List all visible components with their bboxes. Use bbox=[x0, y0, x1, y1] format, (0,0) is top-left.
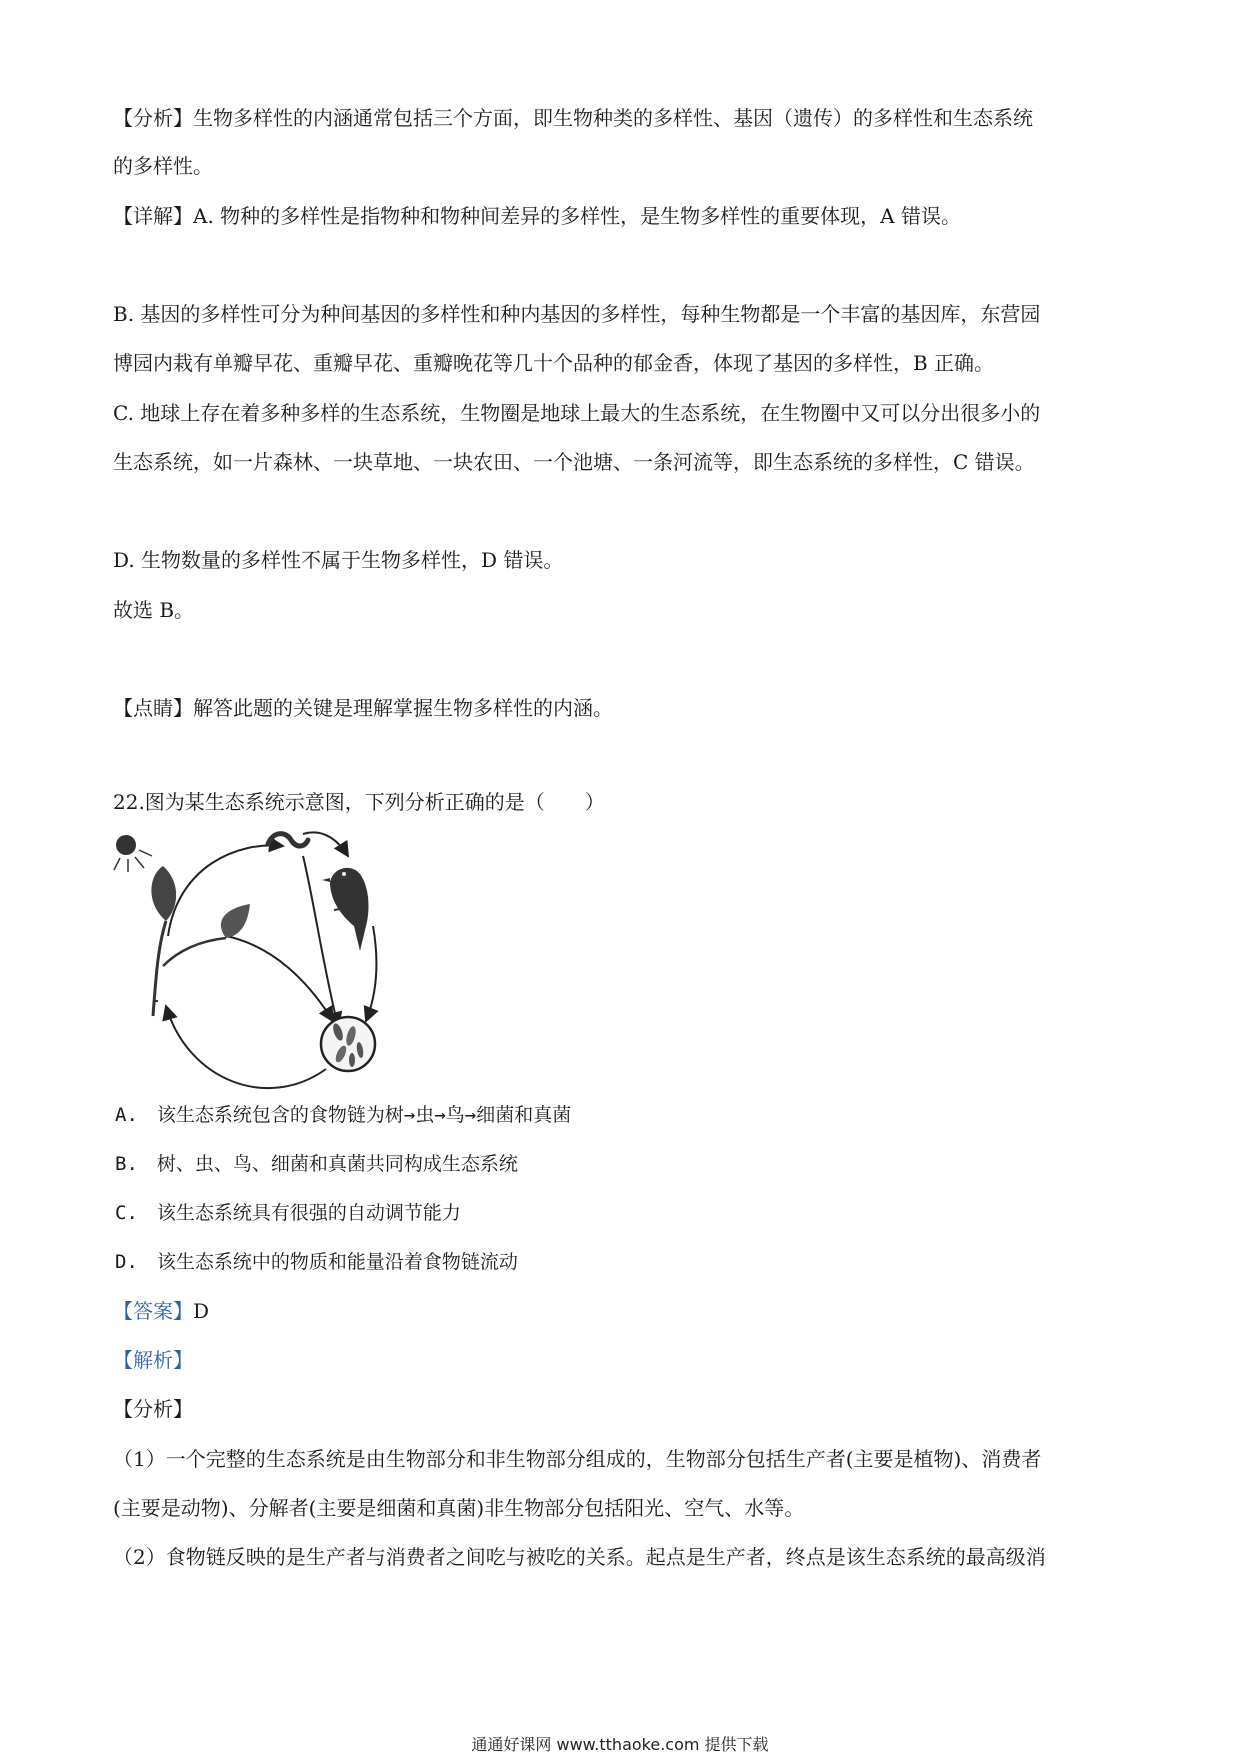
text-line: 【点睛】解答此题的关键是理解掌握生物多样性的内涵。 bbox=[113, 696, 613, 720]
ecosystem-diagram bbox=[108, 826, 408, 1091]
option-a: A. 该生态系统包含的食物链为树→虫→鸟→细菌和真菌 bbox=[115, 1104, 572, 1126]
answer-value: D bbox=[193, 1299, 210, 1323]
text-line: 博园内栽有单瓣早花、重瓣早花、重瓣晚花等几十个品种的郁金香，体现了基因的多样性，B 正确。 bbox=[113, 351, 995, 375]
text-line: 生态系统，如一片森林、一块草地、一块农田、一个池塘、一条河流等，即生态系统的多样性，C 错误。 bbox=[113, 450, 1035, 474]
text-line: （1）一个完整的生态系统是由生物部分和非生物部分组成的，生物部分包括生产者(主要是植物)、消费者 bbox=[113, 1447, 1042, 1471]
text-line: D. 生物数量的多样性不属于生物多样性，D 错误。 bbox=[113, 548, 564, 572]
bird-icon bbox=[322, 868, 368, 951]
analysis-heading: 【分析】 bbox=[113, 1397, 193, 1421]
text-line: （2）食物链反映的是生产者与消费者之间吃与被吃的关系。起点是生产者，终点是该生态系统的最高级消 bbox=[113, 1545, 1046, 1569]
arrow-bird-to-decomposer bbox=[366, 926, 377, 1021]
text-line: 【详解】A. 物种的多样性是指物种和物种间差异的多样性，是生物多样性的重要体现，A 错误。 bbox=[113, 204, 961, 228]
text-line: 的多样性。 bbox=[113, 154, 213, 178]
sun-icon bbox=[114, 835, 152, 872]
text-line: 故选 B。 bbox=[113, 598, 195, 622]
option-d: D. 该生态系统中的物质和能量沿着食物链流动 bbox=[115, 1251, 518, 1273]
text-line: C. 地球上存在着多种多样的生态系统，生物圈是地球上最大的生态系统，在生物圈中又可以分出很多小的 bbox=[113, 401, 1041, 425]
jiexi-label: 【解析】 bbox=[113, 1348, 193, 1372]
tree-icon bbox=[151, 866, 250, 1016]
arrow-insect-to-bird bbox=[303, 832, 348, 856]
arrow-decomposer-to-tree bbox=[166, 1006, 326, 1088]
answer-label: 【答案】 bbox=[113, 1299, 193, 1323]
text-line: B. 基因的多样性可分为种间基因的多样性和种内基因的多样性，每种生物都是一个丰富的基因库，东营园 bbox=[113, 302, 1041, 326]
text-line: (主要是动物)、分解者(主要是细菌和真菌)非生物部分包括阳光、空气、水等。 bbox=[113, 1496, 805, 1520]
option-b: B. 树、虫、鸟、细菌和真菌共同构成生态系统 bbox=[115, 1153, 518, 1175]
arrow-tree-to-decomposer bbox=[226, 936, 333, 1021]
insect-icon bbox=[268, 834, 308, 846]
option-c: C. 该生态系统具有很强的自动调节能力 bbox=[115, 1202, 461, 1224]
text-line: 【分析】生物多样性的内涵通常包括三个方面，即生物种类的多样性、基因（遗传）的多样性和生态系统 bbox=[113, 106, 1033, 130]
question-stem: 22.图为某生态系统示意图，下列分析正确的是（ ） bbox=[113, 790, 605, 814]
footer-text: 通通好课网 www.tthaoke.com 提供下载 bbox=[471, 1735, 769, 1754]
decomposer-icon bbox=[321, 1017, 375, 1071]
answer-line bbox=[113, 1297, 209, 1325]
